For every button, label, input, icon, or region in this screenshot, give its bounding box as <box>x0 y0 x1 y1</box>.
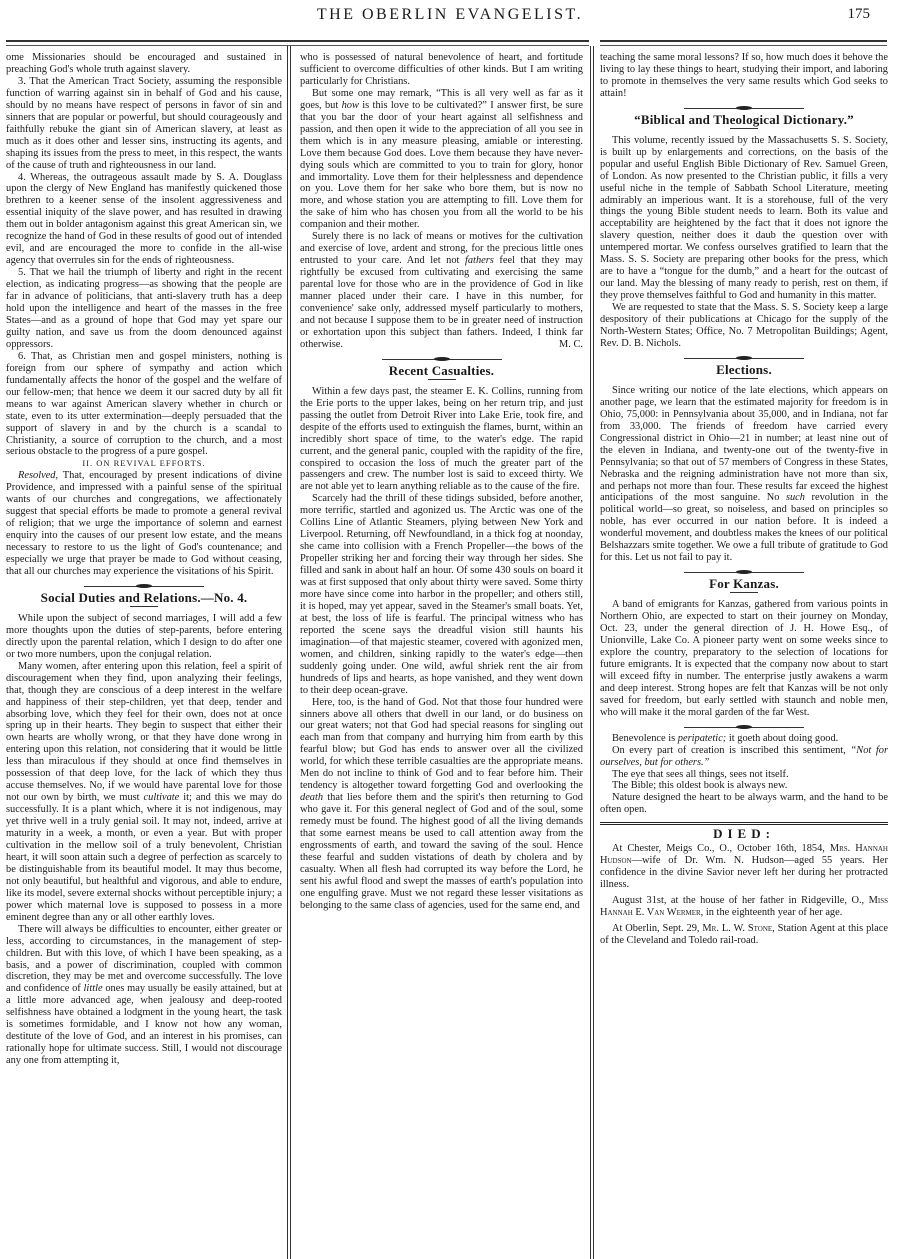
italic-text: fathers <box>464 255 494 267</box>
text: At Oberlin, Sept. 29, <box>612 923 703 934</box>
subheading-revival: II. ON REVIVAL EFFORTS. <box>82 458 206 469</box>
italic-text: such <box>785 492 805 504</box>
text: that lies before them and the spirit's then returning to God who gave it. For this general neglect of God and of the soul, some remedy must be found. The highest good of all the living demands that some earnest means be used to call attention away from the engrossments of earth, and toward the saving of the soul. Hence these fearful and sudden vistations of death by cholera and by casualty. When all flesh had corrupted its way before the Lord, he sent his awful flood and swept the masses of earth's population into one engulfing grave. Must we not regard these lesser visitations as belonging to the same class of agencies, used for the same end, and <box>300 792 583 911</box>
text: Surely there is no lack of means or motives for the cultivation and exercise of love, ardent and strong, for the precious little ones entrusted to your care. And let not <box>300 231 583 267</box>
column-1 <box>6 52 282 1067</box>
maxim <box>600 733 888 745</box>
maxim: The eye that sees all things, sees not itself. <box>612 768 789 780</box>
maxim: The Bible; this oldest book is always new. <box>612 780 788 792</box>
italic-text: cultivate <box>143 792 180 804</box>
obituary <box>600 843 888 891</box>
paragraph: We are requested to state that the Mass. S. S. Society keep a large despository of their publications at Chicago for the supply of the North-Western States; Office, No. 7 Metropolitan Buildings; Agent, Rev. D. B. Nichols. <box>600 302 888 349</box>
page-number: 175 <box>847 6 870 22</box>
heading-died: DIED: <box>713 826 775 842</box>
text: Since writing our notice of the late elections, which appears on another page, we learn that the estimated majority for freedom is in Ohio, 75,000: in Pennsylvania about 35,000, and in Indiana, not far from 33,000. The friends of freedom have carried every Congressional district in Ohio—21 in number; at least nine out of the eleven in Indiana, and twenty-one out of the twenty-five in Pennsylvania; so that out of 57 members of Congress in these States, Nebraska and the reigning administration have not more than six, and perhaps not more than four. These results far exceed the highest anticipations of the most sanguine. No <box>600 384 888 504</box>
text: ones may usually be easily attained, but at a little more advanced age, when jealousy and deep-rooted selfishness have obtained a lodgment in the young heart, the task is sometimes formidable, and I know not how any woman, destitute of the love of God, and an interest in his promises, can rationally hope for ultimate success. Still, I would not discourage any one from attempting it, <box>6 983 282 1067</box>
paragraph <box>6 924 282 1067</box>
text: feel that they may rightfully be excused from cultivating and exercising the same parental love for those who are in the providence of God in like manner placed under their care. I have in this number, for convenience' sake only, addressed myself particularly to mothers, and not because I suppose them to be in greater need of instruction or exhortation upon this subject than fathers. Indeed, I think far otherwise. <box>300 255 583 350</box>
heading-for-kanzas: For Kanzas. <box>709 576 779 592</box>
maxim: Nature designed the heart to be always warm, and the hand to be often open. <box>600 792 888 816</box>
deceased-name: Miss Hannah E. Van Wermer, <box>600 895 888 919</box>
paragraph: While upon the subject of second marriages, I will add a few more thoughts upon the duties of step-parents, before entering directly upon the parental relation, which I design to do after one or two more numbers, upon the conjugal relation. <box>6 612 282 660</box>
resolution-text: That, encouraged by present indications of divine Providence, and impressed with a painful sense of the spiritual wants of our churches and congregations, we affectionately suggest that special efforts be made to promote a general revival of religion; that we urge the importance of solemn and earnest enquiry into the causes of our present low estate, and the means necessary to restore to us the light of God's countenance; and especially we urge that prayer be made to God without ceasing, that all our churches may experience the visitations of his Spirit. <box>6 470 282 577</box>
short-rule <box>428 379 456 380</box>
short-rule <box>730 378 758 379</box>
italic-text: how <box>341 99 359 111</box>
text: is this love to be cultivated?” I answer first, be sure that you bar the door of your heart against all selfishness and passion, and then open it wide to the appreciation of all you see in them which is in any measure pleasing, amiable or interesting. Love them because God does. Love them because they have never-dying souls which are committed to you to train for glory, honor and immortality. Love them for their helplessness and dependence on you. Love them for her sake who bore them, but is now no more, and whose station you are attempting to fill. Love them for the sake of him who has chosen you from all the world to be his companion and their mother. <box>300 99 583 231</box>
column-3 <box>600 52 888 947</box>
obituary <box>600 895 888 919</box>
thick-rule <box>600 822 888 825</box>
text: There will always be difficulties to encounter, either greater or less, according to circumstances, in the management of step-children. But with this love, of which I have been speaking, as a basis, and a power of discrimination, coupled with common discretion, they may be met and overcome successfully. The love and confidence of <box>6 923 282 995</box>
ornament-divider <box>684 727 804 728</box>
text: revolution in the political world—so great, so noiseless, and based on principles so noble, has ever occurred in our nation before. It is indeed a wonderful movement, and doubtless makes the knees of our political Belshazzars smite together. We owe a full tribute of gratitude to God for this. Let us not fail to pay it. <box>600 492 888 564</box>
ornament-divider <box>684 358 804 359</box>
heading-social-duties: Social Duties and Relations.—No. 4. <box>40 589 248 605</box>
text: it goeth about doing good. <box>726 732 839 744</box>
paragraph <box>600 385 888 564</box>
ornament-divider <box>684 572 804 573</box>
deceased-name: Mr. L. W. Stone, <box>702 923 775 934</box>
italic-text: peripatetic; <box>677 732 727 744</box>
ornament-divider <box>84 586 204 587</box>
ornament-divider <box>684 108 804 109</box>
text: Station Agent at this place of the Cleveland and Toledo rail-road. <box>600 923 888 946</box>
resolution-6: 6. That, as Christian men and gospel ministers, nothing is foreign from our sphere of sympathy and action which fundamentally affects the honor of the gospel and the welfare of our fellow-men; that hence we deem it our sacred duty by all fit means to war against American slavery whether in church or state, even to its utter extermination—deeply persuaded that the support of slavery in and by the church is a scandal to Christianity, a source of corruption to the church, and a most serious obstacle to the progress of a pure gospel. <box>6 350 282 458</box>
italic-text: death <box>300 792 324 804</box>
paragraph <box>300 231 583 351</box>
masthead <box>0 0 900 42</box>
text: in the eighteenth year of her age. <box>703 907 843 919</box>
text: Many women, after entering upon this relation, feel a spirit of discouragement when they find, upon analyzing their feelings, that, though they are conscious of a deep interest in the welfare and happiness of their step-children, yet that deep, tender and absorbing love, which they feel for their own, does not at once spring up in their hearts. They begin to suspect that either their own hearts are wholly wrong, or that they have done wrong in entering upon this relation, not considering that it would be little less than miraculous if they should at once find themselves in possession of that deep love, for the lack of which they thus accuse themselves. No, if we would have parental love for those not our own by birth, we must <box>6 660 282 804</box>
deceased-name: Mrs. Hannah Hudson <box>600 843 888 867</box>
italic-text: little <box>83 983 103 995</box>
text: Benevolence is <box>612 732 678 744</box>
paragraph: Within a few days past, the steamer E. K. Collins, running from the Erie ports to the upper lakes, being on her return trip, and just passing the outlet from Detroit River into Lake Erie, took fire, and despite of the efforts used to extinguish the flames, burnt, within an incredibly short space of time, to the water's edge. The rapid current, and the general panic, coupled with the rapidity of the fire, conspired to occasion the loss of much the greater part of the passengers and crew. The number lost is said to exceed thirty. We are not able yet to learn anything reliable as to the cause of the fire. <box>300 385 583 493</box>
resolution-revival <box>6 470 282 578</box>
column-divider-2 <box>590 46 594 1259</box>
obituary <box>600 923 888 947</box>
ornament-divider <box>382 359 502 360</box>
heading-recent-casualties: Recent Casualties. <box>388 362 495 378</box>
short-rule <box>730 592 758 593</box>
text: Here, too, is the hand of God. Not that those four hundred were sinners above all others that dwell in our land, or do business on our great waters; not that God had special reasons for singling out each man from that company and hurrying him from earth by this fearful blow; but God has ends to answer over all the civilized world, for which these terrible casualties are the appropriate means. Men do not incline to think of God and to fear before him. Their tendency is altogether toward forgetting God and overlooking the <box>300 696 583 792</box>
paragraph <box>300 697 583 912</box>
paragraph: Scarcely had the thrill of these tidings subsided, before another, more terrific, startled and agonized us. The Arctic was one of the Collins Line of Atlantic Steamers, plying between New York and Liverpool. Returning, off Newfoundland, in a thick fog at noonday, she came into collision with a French Propeller—the bows of the Propeller striking her and forcing their way through her sides. She filled and sank in about half an hour. Of some 430 souls on board it was at first supposed that only about thirty were saved. Some thirty more have since come into harbor in the propeller; and others still, it is hoped, may yet appear, saved in the Steamer's small boats. Yet, at best, the loss of life is fearful. The principal witness who has reported the scene says the dreadful vision still haunts his imagination—of that majestic steamer, covered with agonized men, women, and children, sinking rapidly to the water's edge—then suddenly going under. One wild, awful shriek rent the air from hundreds of lips and hearts, as hope vanished, and they went down to their deep ocean-grave. <box>300 493 583 696</box>
resolution-4: 4. Whereas, the outrageous assault made by S. A. Douglass upon the clergy of New England has manifestly quickened those brethren to a keener sense of the insolent aggressiveness and essential iniquity of the slave power, and has resulted in drawing them out in bolder antagonism against this great American sin, we recognize the hand of God in these results of good out of intended evil, and are encouraged the more to confide in the all-wise agency that overrules sin for the ends of righteousness. <box>6 171 282 267</box>
heading-biblical-dictionary: “Biblical and Theological Dictionary.” <box>634 111 854 127</box>
text: it; and this we may do successfully. It is a plant which, where it is not indigenous, may yet thrive well in a truly genial soil. It may not, indeed, arrive at maturity in a week, a month, or even a year. But with proper cultivation in the mellow soil of a truly benevolent, Christian heart, it will soon attain such a degree of perfection as scarcely to be distinguishable from its beautiful model. It may thus become, not only beautiful, but healthful and vigorous, and able to endure, like its model, severe external shocks without perceptible injury; a power which maternal love is supposed to possess in a more eminent degree than any or all other earthly loves. <box>6 792 282 923</box>
text: —wife of Dr. Wm. N. Hudson—aged 55 years. Her confidence in the divine Savior never left her during her protracted illness. <box>600 855 888 891</box>
short-rule <box>130 606 158 607</box>
paragraph <box>300 88 583 231</box>
signature: M. C. <box>559 338 583 350</box>
italic-text: “Not for ourselves, but for others.” <box>600 744 889 768</box>
column-2 <box>300 52 583 912</box>
heading-elections: Elections. <box>716 361 772 377</box>
paragraph: A band of emigrants for Kanzas, gathered from various points in Northern Ohio, are expected to start on their journey on Monday, Oct. 23, under the general direction of J. H. Howe Esq., of Unionville, Lake Co. A pioneer party went on some weeks since to explore the country, preparatory to the selection of locations for future emigrants. It is expected that the company now about to start will exceed fifty in number. The enterprise justly awakens a warm and deep interest. Strong hopes are felt that Kanzas will be not only saved for freedom, but early settled with staunch and noble men, who will make it the moral garden of the far West. <box>600 599 888 718</box>
newspaper-title: THE OBERLIN EVANGELIST. <box>316 6 584 23</box>
text: At Chester, Meigs Co., O., October 16th, 1854, <box>612 843 830 855</box>
short-rule <box>730 128 758 129</box>
header-rule-right <box>600 40 887 46</box>
maxim <box>600 745 888 769</box>
header-rule-left <box>6 40 589 46</box>
paragraph: who is possessed of natural benevolence of heart, and fortitude sufficient to overcome difficulties of other kinds. But I am writing particularly for Christians. <box>300 52 583 87</box>
resolution-5: 5. That we hail the triumph of liberty and right in the recent election, as indicating progress—as showing that the people are far in advance of politicians, that anti-slavery truth has a deep hold upon the intelligence and heart of the masses in the free States—and as a ground of hope that God may yet spare our guilty nation, and save us from the doom denounced against oppressors. <box>6 267 282 350</box>
text: August 31st, at the house of her father in Ridgeville, O., <box>612 895 869 907</box>
paragraph <box>6 661 282 924</box>
text: But some one may remark, “This is all very well as far as it goes, but <box>300 87 583 111</box>
resolution-3: 3. That the American Tract Society, assuming the responsible function of warring against sin in behalf of God and his cause, should by no means have respect of persons in favor of sin and sinners that are popular or powerful, but should courageously and faithfully rebuke the giant sin of American slavery, at least as much as it does other and lesser sins, instructing its agents, and shaping its issues from the press to meet, in this respect, the wants of the cause of truth and righteousness in our land. <box>6 75 282 171</box>
resolved-label: Resolved, <box>18 470 59 482</box>
paragraph: teaching the same moral lessons? If so, how much does it behove the living to lay these things to heart, studying their import, and laboring to promote in themselves the very same results which God seeks to attain! <box>600 52 888 99</box>
text: On every part of creation is inscribed this sentiment, <box>612 744 846 756</box>
paragraph: This volume, recently issued by the Massachusetts S. S. Society, is built up by enlargements and corrections, on the basis of the popular and useful English Bible Dictionary of Rev. Samuel Green, of London. As now presented to the Christian public, it fills a very useful niche in the temple of Sabbath School Literature, meeting admirably an imperious want. It is a storehouse, full of the very things the young Bible student needs to learn. Both its value and acceptability are heightened by the fact that it does not ignore the slavery question, neither does it daub the question over with untempered mortar. We confess ourselves gratified to learn that the Mass. S. S. Society are preparing other books for the press, which are to have a “tongue for the dumb,” and a heart for the outcast of our land. May the blessing of many ready to perish, rest on them, if they prove themselves faithful to God and humanity in this matter. <box>600 134 888 302</box>
column-divider-1 <box>287 46 291 1259</box>
paragraph: ome Missionaries should be encouraged and sustained in preaching God's whole truth against slavery. <box>6 52 282 75</box>
